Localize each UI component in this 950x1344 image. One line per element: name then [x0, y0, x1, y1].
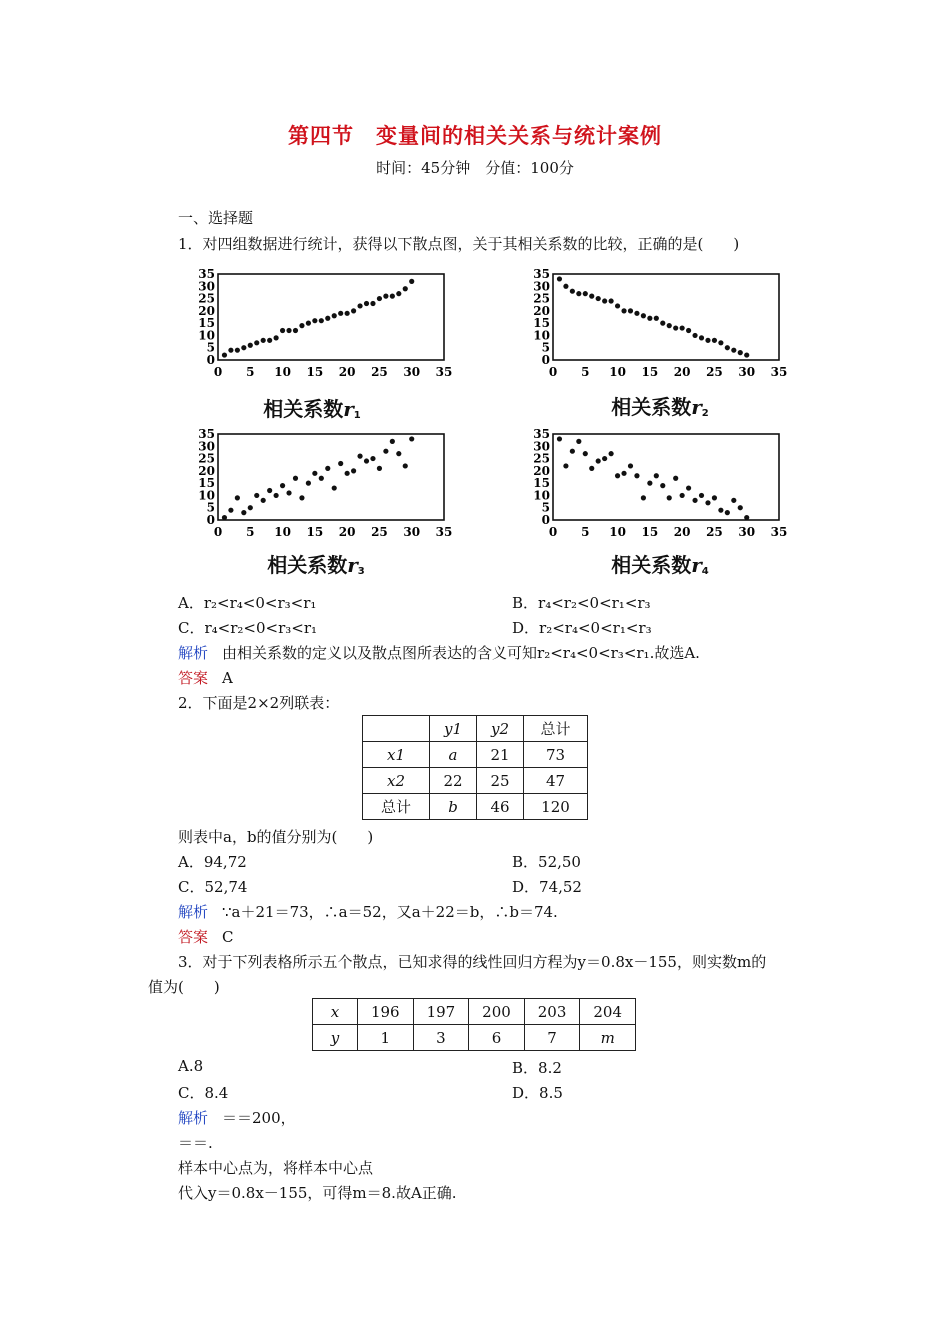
x-tick-label: 15 — [641, 525, 659, 539]
scatter-point — [254, 340, 259, 345]
plot-caption-r3: 相关系数$r_3$ — [267, 553, 365, 577]
table-row — [363, 768, 588, 794]
scatter-point — [628, 463, 633, 468]
scatter-point — [293, 476, 298, 481]
scatter-point — [705, 338, 710, 343]
scatter-point — [357, 454, 362, 459]
contingency-table — [362, 715, 588, 820]
scatter-point — [686, 328, 691, 333]
analysis-tag: 解析 — [178, 903, 209, 921]
table-cell: 46 — [477, 794, 524, 820]
analysis-text: ∵a＋21＝73，∴a＝52，又a＋22＝b，∴b＝74. — [222, 903, 558, 921]
plot-caption-r4: 相关系数$r_4$ — [611, 553, 709, 577]
scatter-point — [345, 311, 350, 316]
analysis-text: ＝＝200， — [222, 1109, 296, 1127]
page-subtitle: 时间：45分钟 分值：100分 — [376, 159, 574, 177]
scatter-point — [615, 303, 620, 308]
y-tick-label: 0 — [206, 513, 215, 527]
scatter-point — [261, 498, 266, 503]
y-tick-label: 0 — [541, 353, 550, 367]
x-tick-label: 5 — [581, 525, 590, 539]
table-cell: x1 — [363, 742, 430, 768]
regression-table — [312, 998, 636, 1051]
scatter-point — [621, 471, 626, 476]
table-cell: m — [580, 1025, 636, 1051]
scatter-point — [712, 495, 717, 500]
scatter-point — [286, 490, 291, 495]
scatter-point — [396, 291, 401, 296]
scatter-point — [718, 340, 723, 345]
scatter-point — [261, 338, 266, 343]
table-cell: b — [430, 794, 477, 820]
scatter-point — [332, 313, 337, 318]
scatter-point — [596, 296, 601, 301]
scatter-point — [403, 463, 408, 468]
table-row — [313, 999, 636, 1025]
scatter-point — [673, 476, 678, 481]
x-tick-label: 20 — [673, 525, 691, 539]
scatter-point — [667, 495, 672, 500]
y-tick-label: 10 — [533, 328, 550, 343]
scatter-point — [641, 495, 646, 500]
scatter-point — [563, 463, 568, 468]
scatter-point — [377, 466, 382, 471]
scatter-point — [299, 323, 304, 328]
scatter-point — [712, 338, 717, 343]
table-cell: y — [313, 1025, 358, 1051]
plot-caption-r2: 相关系数$r_2$ — [611, 395, 709, 419]
q3-option-d[interactable]: D．8.5 — [512, 1084, 563, 1102]
y-tick-label: 0 — [541, 513, 550, 527]
scatter-point — [396, 451, 401, 456]
q3-analysis — [178, 1107, 296, 1128]
scatter-point — [241, 510, 246, 515]
x-tick-label: 10 — [274, 525, 291, 539]
scatter-point — [654, 473, 659, 478]
caption-text: 相关系数 — [267, 553, 348, 577]
x-tick-label: 35 — [435, 525, 453, 539]
scatter-point — [319, 476, 324, 481]
scatter-point — [667, 323, 672, 328]
scatter-point — [654, 316, 659, 321]
scatter-point — [364, 458, 369, 463]
x-tick-label: 30 — [403, 525, 421, 539]
x-tick-label: 20 — [338, 525, 356, 539]
table-cell — [363, 716, 430, 742]
x-tick-label: 0 — [548, 365, 558, 379]
q3-analysis-line4: 代入y＝0.8x－155，可得m＝8.故A正确. — [178, 1184, 457, 1202]
y-tick-label: 20 — [198, 463, 215, 478]
y-tick-label: 30 — [198, 279, 215, 294]
y-tick-label: 15 — [198, 316, 215, 331]
plot-caption-r1: 相关系数$r_1$ — [263, 397, 361, 421]
y-tick-label: 15 — [533, 316, 550, 331]
q2-analysis — [178, 901, 558, 922]
scatter-point — [338, 311, 343, 316]
caption-text: 相关系数 — [611, 395, 692, 419]
table-cell: 120 — [524, 794, 588, 820]
x-tick-label: 35 — [770, 525, 788, 539]
caption-text: 相关系数 — [611, 553, 692, 577]
x-tick-label: 25 — [706, 365, 723, 379]
analysis-tag: 解析 — [178, 1109, 209, 1127]
scatter-point — [680, 493, 685, 498]
answer-tag: 答案 — [178, 928, 209, 946]
scatter-point — [312, 471, 317, 476]
q3-analysis-line2: ＝＝. — [178, 1134, 213, 1152]
q2-option-d[interactable]: D．74,52 — [512, 878, 582, 896]
scatter-point — [563, 284, 568, 289]
scatter-point — [248, 343, 253, 348]
scatter-point — [338, 461, 343, 466]
scatter-point — [409, 279, 414, 284]
scatter-plot-r4 — [525, 428, 795, 543]
scatter-point — [390, 439, 395, 444]
x-tick-label: 5 — [581, 365, 590, 379]
x-tick-label: 0 — [548, 525, 558, 539]
y-tick-label: 25 — [198, 291, 215, 306]
q1-option-a[interactable]: A．r₂<r₄<0<r₃<r₁ — [178, 594, 317, 612]
scatter-point — [403, 286, 408, 291]
scatter-point — [267, 338, 272, 343]
table-row — [363, 742, 588, 768]
scatter-point — [228, 508, 233, 513]
q2-option-b[interactable]: B．52,50 — [512, 853, 581, 871]
table-cell: 73 — [524, 742, 588, 768]
plot-frame — [553, 434, 779, 520]
table-cell: 6 — [469, 1025, 525, 1051]
page-title: 第四节 变量间的相关关系与统计案例 — [288, 123, 662, 148]
scatter-point — [673, 325, 678, 330]
q3-stem-line1: 3．对于下列表格所示五个散点，已知求得的线性回归方程为y＝0.8x－155，则实数m的 — [178, 953, 767, 971]
y-tick-label: 25 — [198, 451, 215, 466]
scatter-point — [744, 352, 749, 357]
scatter-point — [222, 515, 227, 520]
table-cell: 22 — [430, 768, 477, 794]
scatter-point — [731, 498, 736, 503]
caption-text: 相关系数 — [263, 397, 344, 421]
x-tick-label: 0 — [213, 525, 223, 539]
scatter-point — [280, 483, 285, 488]
scatter-point — [325, 466, 330, 471]
q1-analysis — [178, 642, 700, 663]
scatter-point — [306, 321, 311, 326]
x-tick-label: 20 — [338, 365, 356, 379]
q3-option-a[interactable]: A.8 — [178, 1057, 204, 1075]
scatter-point — [570, 449, 575, 454]
x-tick-label: 15 — [306, 365, 324, 379]
scatter-point — [345, 471, 350, 476]
scatter-point — [280, 328, 285, 333]
answer-text: C — [222, 928, 234, 946]
table-cell: 196 — [358, 999, 414, 1025]
y-tick-label: 35 — [198, 268, 215, 281]
table-cell: 47 — [524, 768, 588, 794]
scatter-point — [738, 505, 743, 510]
q3-option-c[interactable]: C．8.4 — [178, 1084, 229, 1102]
scatter-point — [744, 515, 749, 520]
scatter-point — [738, 350, 743, 355]
y-tick-label: 30 — [533, 439, 550, 454]
table-cell: 7 — [524, 1025, 580, 1051]
scatter-plot-r2 — [525, 268, 795, 383]
scatter-point — [409, 436, 414, 441]
scatter-point — [557, 436, 562, 441]
y-tick-label: 20 — [533, 463, 550, 478]
scatter-point — [319, 318, 324, 323]
scatter-point — [267, 488, 272, 493]
y-tick-label: 35 — [533, 428, 550, 441]
x-tick-label: 15 — [641, 365, 659, 379]
q1-answer — [178, 667, 233, 688]
scatter-point — [370, 301, 375, 306]
scatter-point — [235, 348, 240, 353]
q2-option-c[interactable]: C．52,74 — [178, 878, 248, 896]
scatter-point — [312, 318, 317, 323]
x-tick-label: 10 — [609, 525, 626, 539]
scatter-point — [699, 493, 704, 498]
x-tick-label: 25 — [706, 525, 723, 539]
scatter-point — [609, 451, 614, 456]
scatter-point — [647, 316, 652, 321]
scatter-point — [731, 348, 736, 353]
q1-option-c[interactable]: C．r₄<r₂<0<r₃<r₁ — [178, 619, 318, 637]
y-tick-label: 25 — [533, 451, 550, 466]
scatter-point — [299, 495, 304, 500]
caption-sub: 2 — [701, 408, 709, 419]
scatter-point — [680, 325, 685, 330]
scatter-point — [235, 495, 240, 500]
y-tick-label: 20 — [198, 303, 215, 318]
scatter-point — [686, 485, 691, 490]
scatter-point — [583, 291, 588, 296]
answer-text: A — [222, 669, 233, 687]
scatter-point — [377, 296, 382, 301]
scatter-point — [705, 500, 710, 505]
scatter-point — [660, 321, 665, 326]
x-tick-label: 20 — [673, 365, 691, 379]
x-tick-label: 10 — [609, 365, 626, 379]
x-tick-label: 25 — [371, 525, 388, 539]
y-tick-label: 0 — [206, 353, 215, 367]
y-tick-label: 10 — [198, 328, 215, 343]
table-row — [363, 794, 588, 820]
scatter-point — [602, 298, 607, 303]
scatter-point — [390, 294, 395, 299]
scatter-point — [248, 505, 253, 510]
table-cell: 总计 — [524, 716, 588, 742]
scatter-point — [628, 308, 633, 313]
x-tick-label: 35 — [435, 365, 453, 379]
table-cell: 3 — [413, 1025, 469, 1051]
y-tick-label: 20 — [533, 303, 550, 318]
scatter-point — [286, 328, 291, 333]
y-tick-label: 5 — [541, 500, 550, 515]
analysis-text: 由相关系数的定义以及散点图所表达的含义可知r₂<r₄<0<r₃<r₁.故选A. — [222, 644, 700, 662]
scatter-point — [583, 451, 588, 456]
scatter-point — [383, 449, 388, 454]
table-cell: 204 — [580, 999, 636, 1025]
scatter-point — [615, 473, 620, 478]
scatter-point — [325, 316, 330, 321]
scatter-point — [274, 335, 279, 340]
scatter-point — [589, 466, 594, 471]
scatter-point — [351, 468, 356, 473]
x-tick-label: 30 — [738, 365, 756, 379]
y-tick-label: 25 — [533, 291, 550, 306]
scatter-point — [589, 294, 594, 299]
q1-option-d[interactable]: D．r₂<r₄<0<r₁<r₃ — [512, 619, 652, 637]
q3-analysis-line3: 样本中心点为，将样本中心点 — [178, 1159, 374, 1177]
q2-option-a[interactable]: A．94,72 — [178, 853, 247, 871]
scatter-point — [222, 352, 227, 357]
y-tick-label: 30 — [198, 439, 215, 454]
scatter-point — [332, 485, 337, 490]
caption-sub: 4 — [701, 566, 709, 577]
table-cell: 200 — [469, 999, 525, 1025]
y-tick-label: 15 — [533, 476, 550, 491]
q2-question: 则表中a，b的值分别为( ) — [178, 828, 374, 846]
scatter-point — [699, 335, 704, 340]
scatter-point — [660, 483, 665, 488]
scatter-point — [364, 301, 369, 306]
x-tick-label: 35 — [770, 365, 788, 379]
section-heading: 一、选择题 — [178, 209, 254, 227]
table-cell: 1 — [358, 1025, 414, 1051]
y-tick-label: 5 — [541, 340, 550, 355]
q3-stem-line2: 值为( ) — [148, 978, 220, 996]
scatter-point — [228, 348, 233, 353]
scatter-point — [274, 493, 279, 498]
scatter-point — [241, 345, 246, 350]
plot-frame — [553, 274, 779, 360]
analysis-tag: 解析 — [178, 644, 209, 662]
scatter-point — [692, 333, 697, 338]
scatter-point — [293, 328, 298, 333]
table-cell: 总计 — [363, 794, 430, 820]
y-tick-label: 10 — [198, 488, 215, 503]
table-cell: y1 — [430, 716, 477, 742]
scatter-point — [576, 439, 581, 444]
scatter-point — [634, 473, 639, 478]
scatter-point — [351, 308, 356, 313]
table-cell: 203 — [524, 999, 580, 1025]
y-tick-label: 35 — [533, 268, 550, 281]
scatter-point — [306, 481, 311, 486]
table-cell: 21 — [477, 742, 524, 768]
scatter-point — [570, 289, 575, 294]
scatter-point — [634, 311, 639, 316]
answer-tag: 答案 — [178, 669, 209, 687]
scatter-point — [596, 458, 601, 463]
scatter-point — [718, 508, 723, 513]
x-tick-label: 5 — [246, 365, 255, 379]
y-tick-label: 35 — [198, 428, 215, 441]
scatter-point — [254, 493, 259, 498]
scatter-point — [383, 294, 388, 299]
y-tick-label: 15 — [198, 476, 215, 491]
table-row — [363, 716, 588, 742]
x-tick-label: 30 — [738, 525, 756, 539]
x-tick-label: 30 — [403, 365, 421, 379]
y-tick-label: 5 — [206, 340, 215, 355]
table-row — [313, 1025, 636, 1051]
x-tick-label: 15 — [306, 525, 324, 539]
q1-stem: 1．对四组数据进行统计，获得以下散点图，关于其相关系数的比较，正确的是( ) — [178, 235, 740, 253]
scatter-point — [725, 510, 730, 515]
q2-answer — [178, 926, 234, 947]
scatter-point — [609, 298, 614, 303]
scatter-point — [557, 276, 562, 281]
scatter-point — [692, 498, 697, 503]
caption-sub: 1 — [353, 410, 361, 421]
scatter-point — [576, 291, 581, 296]
table-cell: y2 — [477, 716, 524, 742]
table-cell: a — [430, 742, 477, 768]
q3-option-b[interactable]: B．8.2 — [512, 1059, 562, 1077]
y-tick-label: 30 — [533, 279, 550, 294]
table-cell: 197 — [413, 999, 469, 1025]
caption-sub: 3 — [357, 566, 365, 577]
q2-stem: 2．下面是2×2列联表： — [178, 694, 340, 712]
table-cell: 25 — [477, 768, 524, 794]
x-tick-label: 10 — [274, 365, 291, 379]
scatter-plot-r1 — [190, 268, 460, 383]
table-cell: x — [313, 999, 358, 1025]
scatter-point — [621, 308, 626, 313]
scatter-point — [647, 481, 652, 486]
table-cell: x2 — [363, 768, 430, 794]
q1-option-b[interactable]: B．r₄<r₂<0<r₁<r₃ — [512, 594, 651, 612]
scatter-point — [602, 456, 607, 461]
x-tick-label: 25 — [371, 365, 388, 379]
x-tick-label: 5 — [246, 525, 255, 539]
scatter-point — [370, 456, 375, 461]
y-tick-label: 10 — [533, 488, 550, 503]
scatter-point — [357, 303, 362, 308]
scatter-plot-r3 — [190, 428, 460, 543]
scatter-point — [725, 345, 730, 350]
x-tick-label: 0 — [213, 365, 223, 379]
y-tick-label: 5 — [206, 500, 215, 515]
scatter-point — [641, 313, 646, 318]
